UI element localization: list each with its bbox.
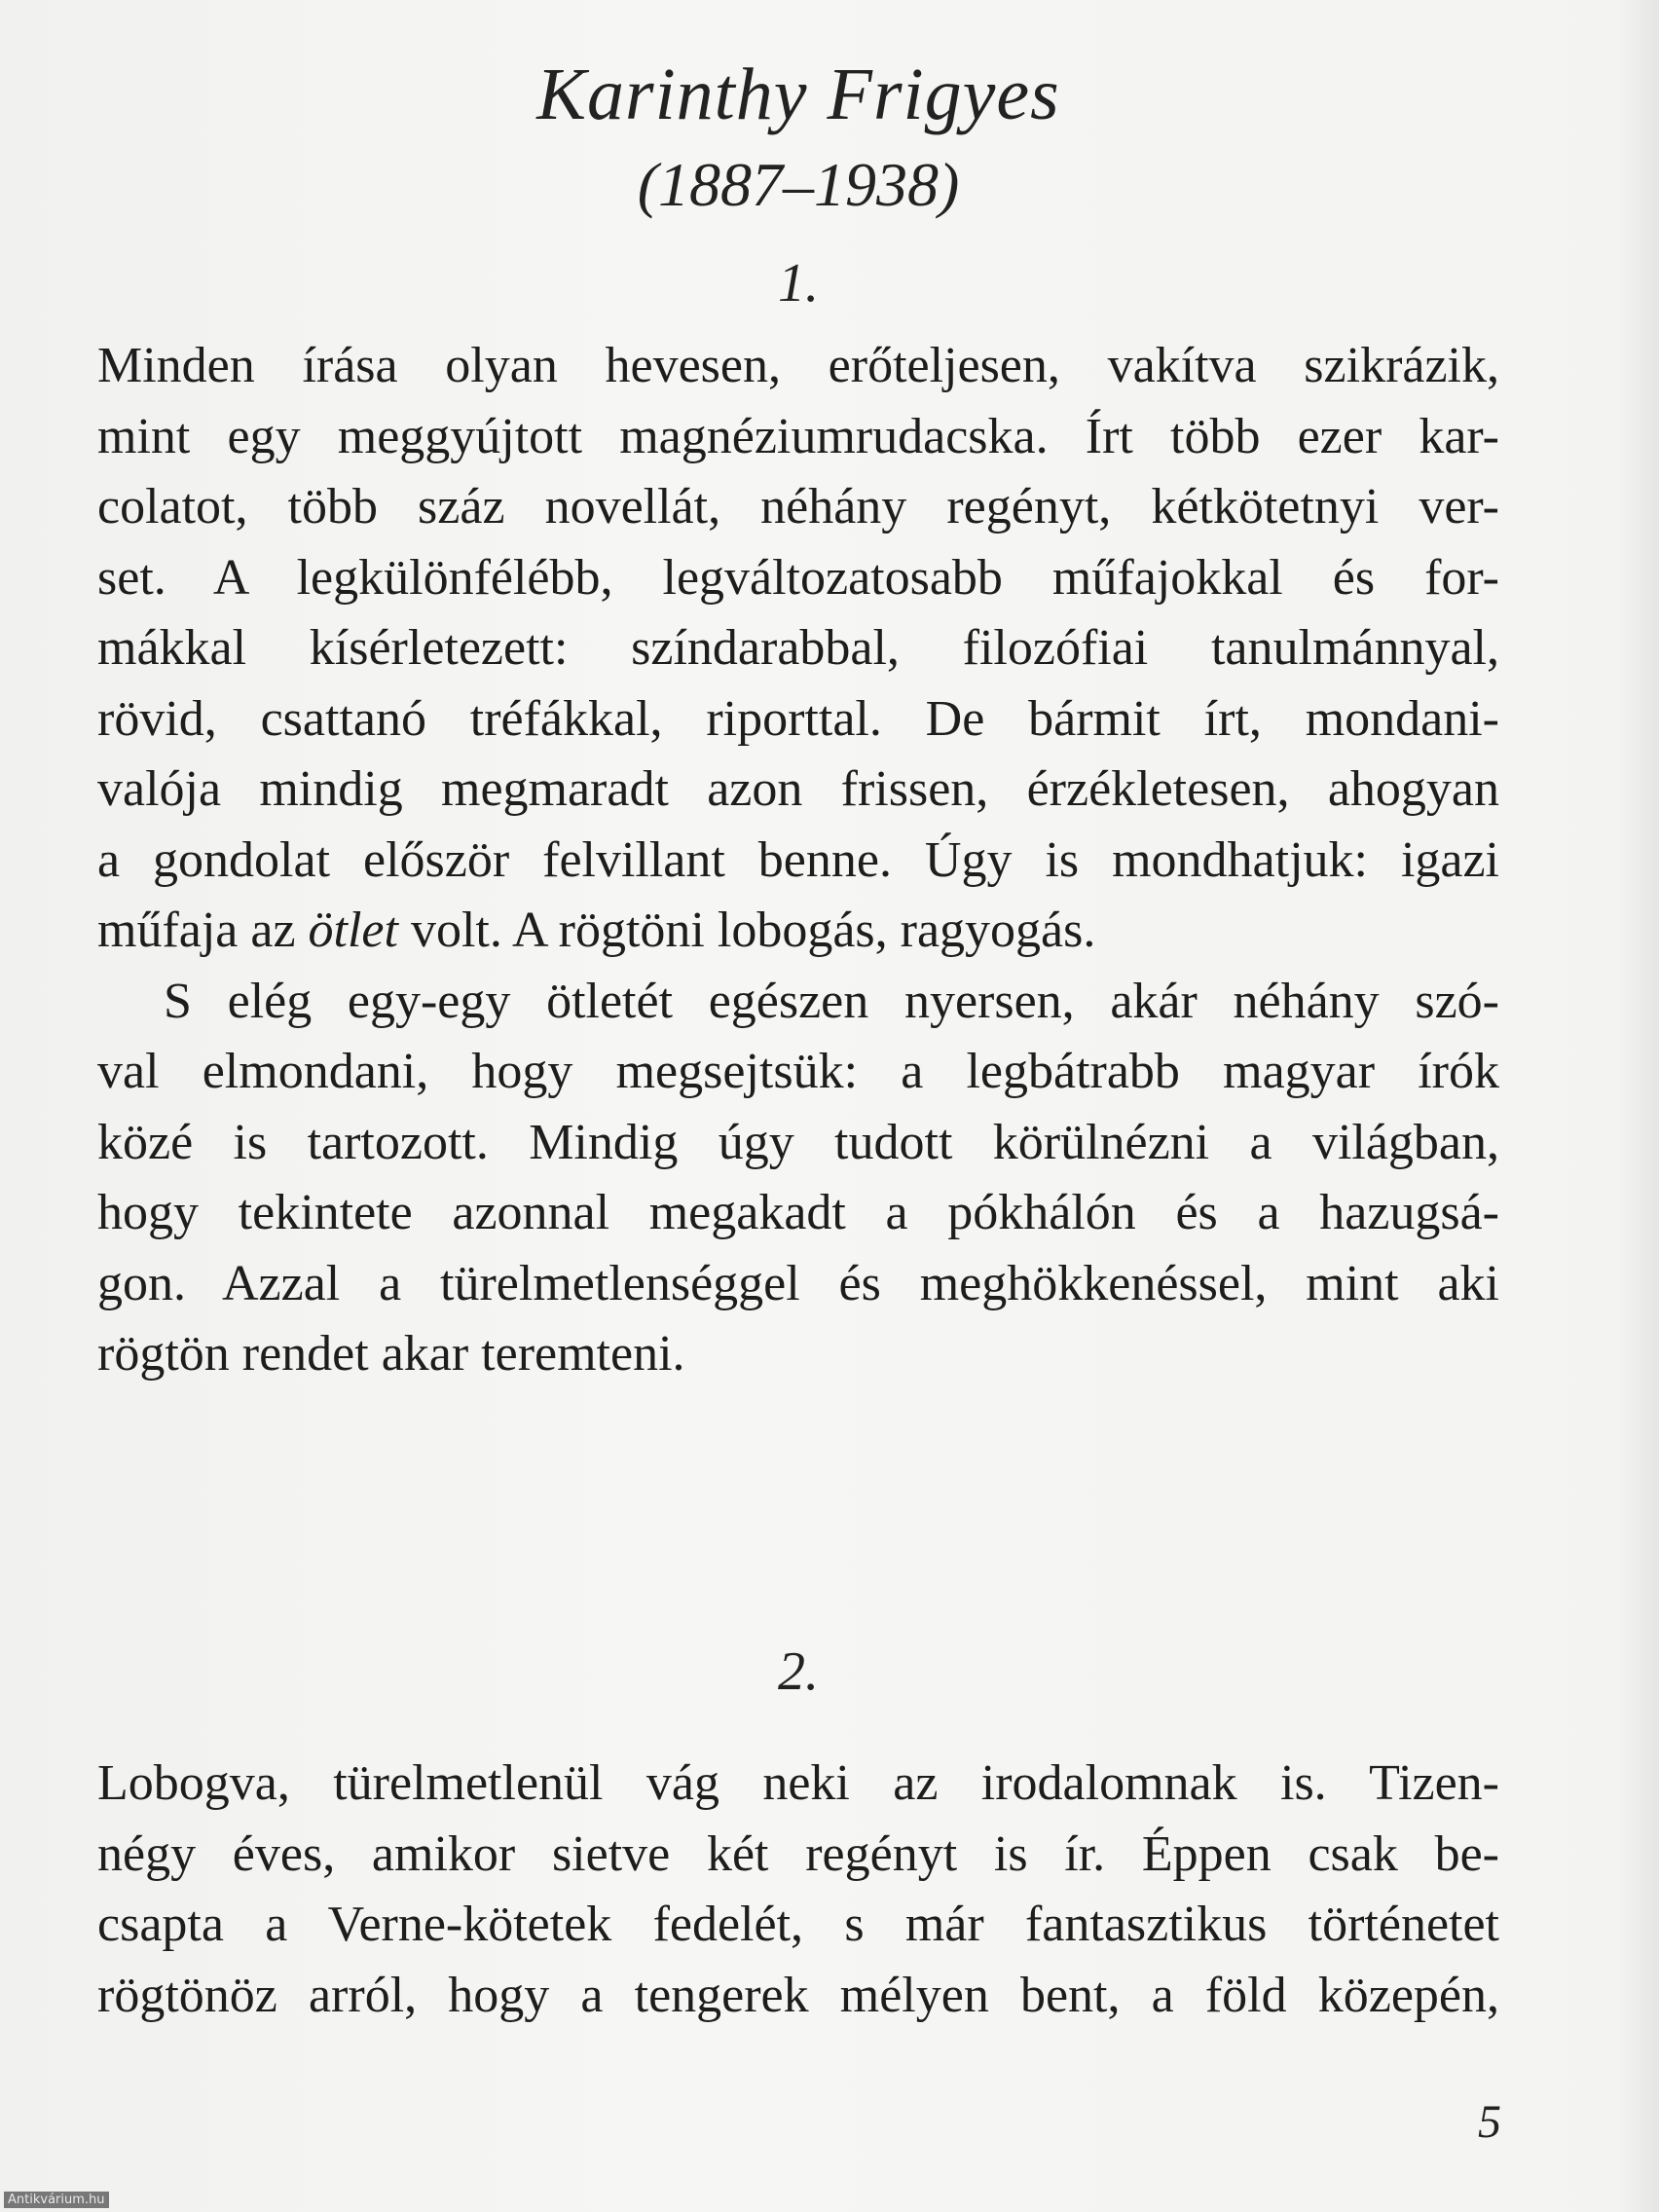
section-1-text bbox=[97, 331, 1499, 1390]
text-line: S elég egy-egy ötletét egészen nyersen, akár néhány szó- bbox=[164, 973, 1499, 1029]
text-line: mákkal kísérletezett: színdarabbal, filozófiai tanulmánnyal, bbox=[97, 620, 1499, 676]
watermark-label: Antikvárium.hu bbox=[4, 2192, 109, 2208]
author-years: (1887–1938) bbox=[637, 150, 960, 219]
author-name-title: Karinthy Frigyes bbox=[536, 54, 1060, 135]
section-2-text bbox=[97, 1749, 1499, 2031]
text-line: Minden írása olyan hevesen, erőteljesen, vakítva szikrázik, bbox=[97, 338, 1499, 393]
emphasis-word: ötlet bbox=[308, 903, 398, 958]
text-line: a gondolat először felvillant benne. Úgy is mondhatjuk: igazi bbox=[97, 831, 1499, 888]
text-line: Lobogva, türelmetlenül vág neki az irodalomnak is. Tizen- bbox=[97, 1755, 1499, 1811]
text-line: rögtönöz arról, hogy a tengerek mélyen bent, a föld közepén, bbox=[97, 1967, 1499, 2023]
text-line: val elmondani, hogy megsejtsük: a legbátrabb magyar írók bbox=[97, 1044, 1499, 1099]
text-line: mint egy meggyújtott magnéziumrudacska. Írt több ezer kar- bbox=[97, 408, 1499, 464]
text-line: set. A legkülönfélébb, legváltozatosabb műfajokkal és for- bbox=[97, 549, 1499, 606]
text-line: valója mindig megmaradt azon frissen, érzékletesen, ahogyan bbox=[97, 761, 1499, 817]
text-line: csapta a Verne-kötetek fedelét, s már fantasztikus történetet bbox=[97, 1897, 1499, 1952]
section-number-1: 1. bbox=[778, 253, 819, 313]
text-line: műfaja az ötlet volt. A rögtöni lobogás, ragyogás. bbox=[97, 903, 1096, 958]
text-line: colatot, több száz novellát, néhány regényt, kétkötetnyi ver- bbox=[97, 479, 1499, 535]
text-line: négy éves, amikor sietve két regényt is ír. Éppen csak be- bbox=[97, 1825, 1499, 1882]
text-line: közé is tartozott. Mindig úgy tudott körülnézni a világban, bbox=[97, 1114, 1499, 1170]
section-number-2: 2. bbox=[778, 1641, 819, 1702]
page-number: 5 bbox=[1478, 2096, 1501, 2148]
text-line: rövid, csattanó tréfákkal, riporttal. De bármit írt, mondani- bbox=[97, 690, 1499, 747]
page-edge-shadow bbox=[1620, 0, 1659, 2212]
text-line: gon. Azzal a türelmetlenséggel és meghökkenéssel, mint aki bbox=[97, 1255, 1499, 1311]
text-line: hogy tekintete azonnal megakadt a pókhálón és a hazugsá- bbox=[97, 1185, 1499, 1240]
text-line: rögtön rendet akar teremteni. bbox=[97, 1326, 685, 1382]
